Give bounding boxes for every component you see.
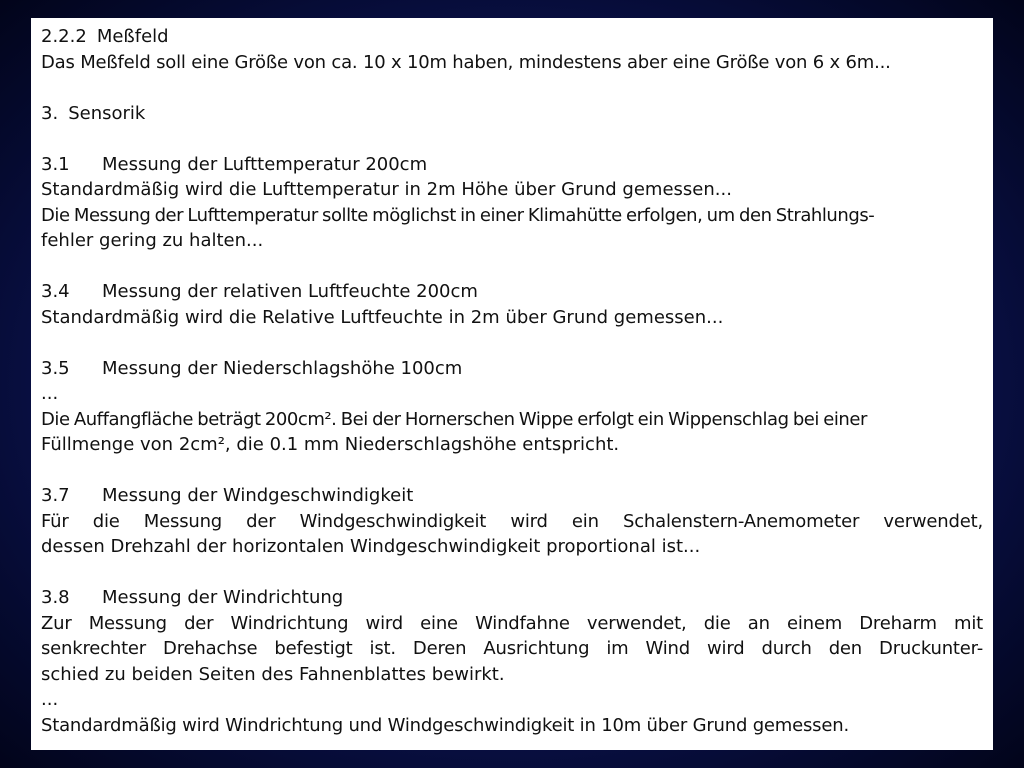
section-3-4 <box>41 279 983 330</box>
section-title: Messung der relativen Luftfeuchte 200cm <box>102 281 478 302</box>
section-title: Sensorik <box>68 102 146 124</box>
paragraph-line: schied zu beiden Seiten des Fahnenblattes bewirkt. <box>41 663 505 685</box>
paragraph-line: Das Meßfeld soll eine Größe von ca. 10 x 10m haben, mindestens aber eine Größe von 6 x 6m... <box>41 51 891 73</box>
section-title: Messung der Windrichtung <box>102 587 344 608</box>
ellipsis-line: ... <box>41 689 59 710</box>
paragraph-line: Standardmäßig wird die Lufttemperatur in 2m Höhe über Grund gemessen... <box>41 179 732 200</box>
section-number: 3. <box>41 102 59 124</box>
section-number: 3.5 <box>41 357 70 379</box>
section-title: Messung der Lufttemperatur 200cm <box>102 153 428 175</box>
section-heading <box>41 483 983 509</box>
section-title: Messung der Niederschlagshöhe 100cm <box>102 357 463 379</box>
section-heading <box>41 152 983 178</box>
section-2-2-2 <box>41 24 983 75</box>
section-number: 3.8 <box>41 587 70 608</box>
section-number: 2.2.2 <box>41 26 87 47</box>
document-page <box>31 18 993 750</box>
paragraph-line: Standardmäßig wird Windrichtung und Windgeschwindigkeit in 10m über Grund gemessen. <box>41 714 849 736</box>
section-heading <box>41 101 983 127</box>
section-3 <box>41 101 983 127</box>
section-heading <box>41 585 983 611</box>
paragraph-line: fehler gering zu halten... <box>41 230 264 251</box>
section-heading <box>41 356 983 382</box>
section-heading <box>41 279 983 305</box>
section-number: 3.7 <box>41 485 70 506</box>
section-3-8 <box>41 585 983 738</box>
section-title: Meßfeld <box>96 26 169 47</box>
paragraph-line: Füllmenge von 2cm², die 0.1 mm Niederschlagshöhe entspricht. <box>41 434 620 455</box>
paragraph-line: Die Messung der Lufttemperatur sollte möglichst in einer Klimahütte erfolgen, um den Strahlungs- <box>41 204 875 226</box>
paragraph-line: Standardmäßig wird die Relative Luftfeuchte in 2m über Grund gemessen... <box>41 306 724 328</box>
ellipsis-line: ... <box>41 383 59 404</box>
paragraph-line: senkrechter Drehachse befestigt ist. Deren Ausrichtung im Wind wird durch den Druckunter- <box>41 638 983 659</box>
paragraph-line: Die Auffangfläche beträgt 200cm². Bei der Hornerschen Wippe erfolgt ein Wippenschlag bei einer <box>41 408 867 430</box>
section-3-7 <box>41 483 983 560</box>
paragraph-line: Zur Messung der Windrichtung wird eine Windfahne verwendet, die an einem Dreharm mit <box>41 612 983 634</box>
section-3-5 <box>41 356 983 458</box>
paragraph-line: dessen Drehzahl der horizontalen Windgeschwindigkeit proportional ist... <box>41 536 701 557</box>
section-number: 3.1 <box>41 153 70 175</box>
section-number: 3.4 <box>41 281 70 302</box>
section-heading <box>41 24 983 50</box>
paragraph-line: Für die Messung der Windgeschwindigkeit wird ein Schalenstern-Anemometer verwendet, <box>41 510 983 532</box>
section-3-1 <box>41 152 983 254</box>
section-title: Messung der Windgeschwindigkeit <box>102 485 414 506</box>
